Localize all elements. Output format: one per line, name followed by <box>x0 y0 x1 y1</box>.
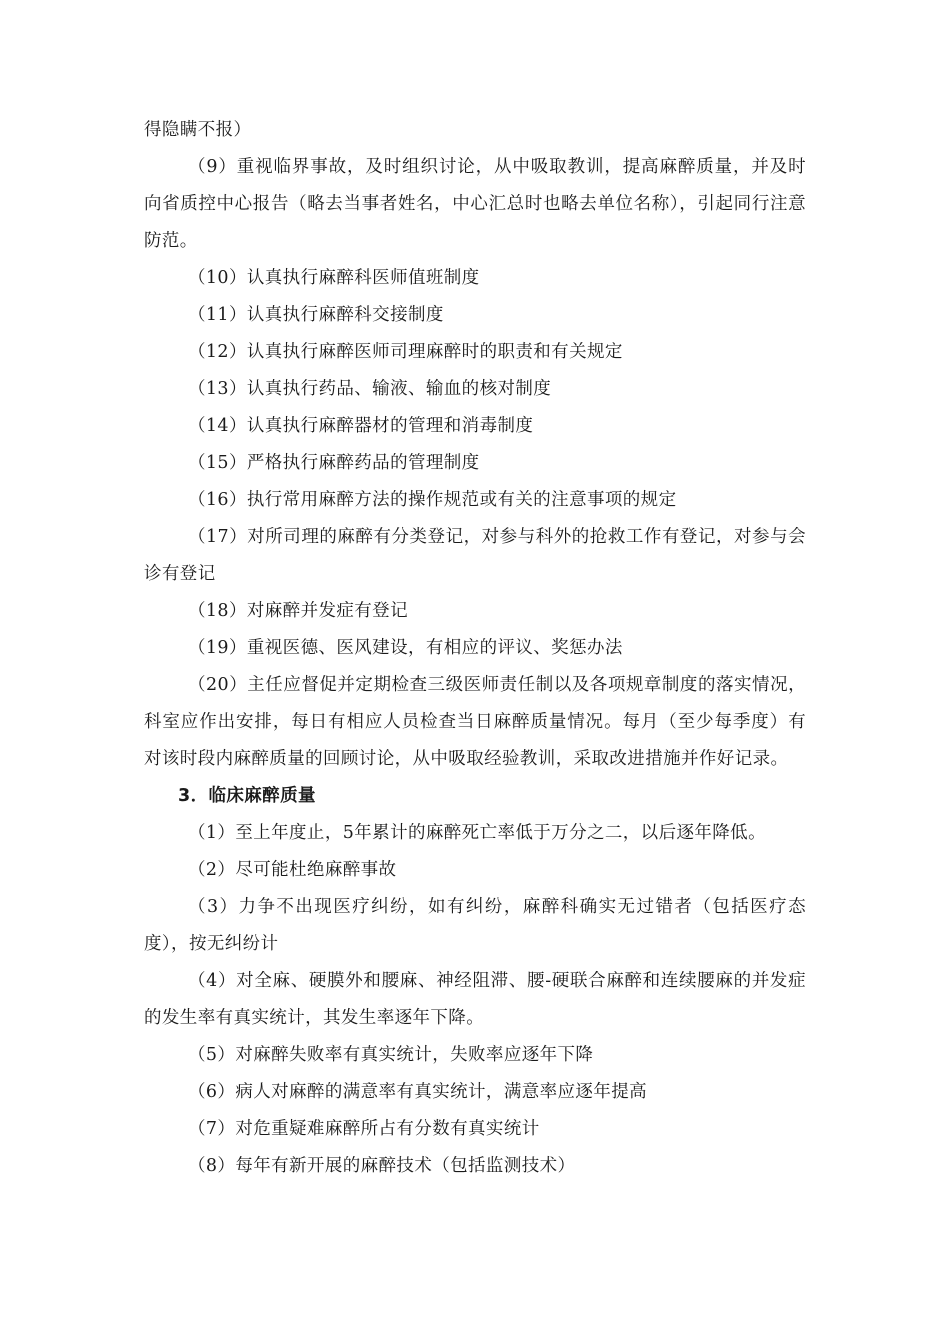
paragraph-item-11: （11）认真执行麻醉科交接制度 <box>188 305 444 325</box>
paragraph-item-10: （10）认真执行麻醉科医师值班制度 <box>188 268 480 288</box>
paragraph-item-14: （14）认真执行麻醉器材的管理和消毒制度 <box>188 416 534 436</box>
document-body <box>144 112 806 1185</box>
quality-item-3: （3）力争不出现医疗纠纷，如有纠纷，麻醉科确实无过错者（包括医疗态度），按无纠纷计 <box>144 897 806 954</box>
paragraph-item-19: （19）重视医德、医风建设，有相应的评议、奖惩办法 <box>188 638 623 658</box>
paragraph-item-17: （17）对所司理的麻醉有分类登记，对参与科外的抢救工作有登记，对参与会诊有登记 <box>144 527 806 584</box>
paragraph-item-9: （9）重视临界事故，及时组织讨论，从中吸取教训，提高麻醉质量，并及时向省质控中心报告（略去当事者姓名，中心汇总时也略去单位名称），引起同行注意防范。 <box>144 157 806 251</box>
quality-item-5: （5）对麻醉失败率有真实统计，失败率应逐年下降 <box>188 1045 594 1065</box>
paragraph-item-16: （16）执行常用麻醉方法的操作规范或有关的注意事项的规定 <box>188 490 677 510</box>
quality-item-4: （4）对全麻、硬膜外和腰麻、神经阻滞、腰-硬联合麻醉和连续腰麻的并发症的发生率有真实统计，其发生率逐年下降。 <box>144 971 806 1028</box>
paragraph-item-12: （12）认真执行麻醉医师司理麻醉时的职责和有关规定 <box>188 342 623 362</box>
quality-item-2: （2）尽可能杜绝麻醉事故 <box>188 860 397 880</box>
paragraph-item-13: （13）认真执行药品、输液、输血的核对制度 <box>188 379 552 399</box>
paragraph-item-18: （18）对麻醉并发症有登记 <box>188 601 408 621</box>
paragraph-continuation: 得隐瞒不报） <box>144 120 252 140</box>
quality-item-6: （6）病人对麻醉的满意率有真实统计，满意率应逐年提高 <box>188 1082 648 1102</box>
quality-item-8: （8）每年有新开展的麻醉技术（包括监测技术） <box>188 1156 576 1176</box>
quality-item-1: （1）至上年度止，5年累计的麻醉死亡率低于万分之二，以后逐年降低。 <box>188 823 766 843</box>
quality-item-7: （7）对危重疑难麻醉所占有分数有真实统计 <box>188 1119 540 1139</box>
paragraph-item-15: （15）严格执行麻醉药品的管理制度 <box>188 453 480 473</box>
paragraph-item-20: （20）主任应督促并定期检查三级医师责任制以及各项规章制度的落实情况，科室应作出安排，每日有相应人员检查当日麻醉质量情况。每月（至少每季度）有对该时段内麻醉质量的回顾讨论，从中吸取经验教训，采取改进措施并作好记录。 <box>144 675 806 769</box>
section-heading: 3．临床麻醉质量 <box>178 786 316 806</box>
